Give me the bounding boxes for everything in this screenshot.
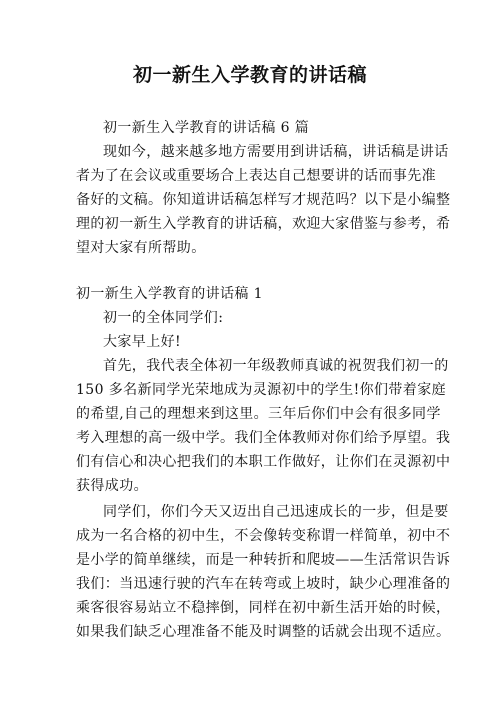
paragraph-line: 们有信心和决心把我们的本职工作做好，让你们在灵源初中 [76,454,451,470]
paragraph-line: 同学们，你们今天又迈出自己迅速成长的一步，但是要 [103,504,449,520]
paragraph-line: 考入理想的高一级中学。我们全体教师对你们给予厚望。我 [76,430,451,446]
paragraph-line: 获得成功。 [76,478,148,494]
paragraph-line: 首先，我代表全体初一年级教师真诚的祝贺我们初一的 [103,358,449,374]
paragraph-line: 理的初一新生入学教育的讲话稿，欢迎大家借鉴与参考，希 [76,216,451,232]
paragraph-line: 如果我们缺乏心理准备不能及时调整的话就会出现不适应。 [76,624,451,640]
doc-subtitle: 初一新生入学教育的讲话稿 6 篇 [103,120,310,136]
paragraph-line: 者为了在会议或重要场合上表达自己想要讲的话而事先准 [76,168,436,184]
paragraph-line: 150 多名新同学光荣地成为灵源初中的学生!你们带着家庭 [76,382,446,398]
greeting: 大家早上好! [103,334,182,350]
section-heading: 初一新生入学教育的讲话稿 1 [76,286,263,302]
paragraph-line: 我们：当迅速行驶的汽车在转弯或上坡时，缺少心理准备的 [76,576,451,592]
paragraph-line: 成为一名合格的初中生，不会像转变称谓一样简单，初中不 [76,528,451,544]
salutation: 初一的全体同学们: [103,310,224,326]
paragraph-line: 备好的文稿。你知道讲话稿怎样写才规范吗？以下是小编整 [76,192,451,208]
paragraph-line: 望对大家有所帮助。 [76,240,206,256]
paragraph-line: 的希望,自己的理想来到这里。三年后你们中会有很多同学 [76,406,441,422]
paragraph-line: 乘客很容易站立不稳摔倒，同样在初中新生活开始的时候， [76,600,451,616]
page-title: 初一新生入学教育的讲话稿 [132,64,367,86]
paragraph-line: 现如今，越来越多地方需要用到讲话稿，讲话稿是讲话 [103,144,449,160]
paragraph-line: 是小学的简单继续，而是一种转折和爬坡——生活常识告诉 [76,552,451,568]
